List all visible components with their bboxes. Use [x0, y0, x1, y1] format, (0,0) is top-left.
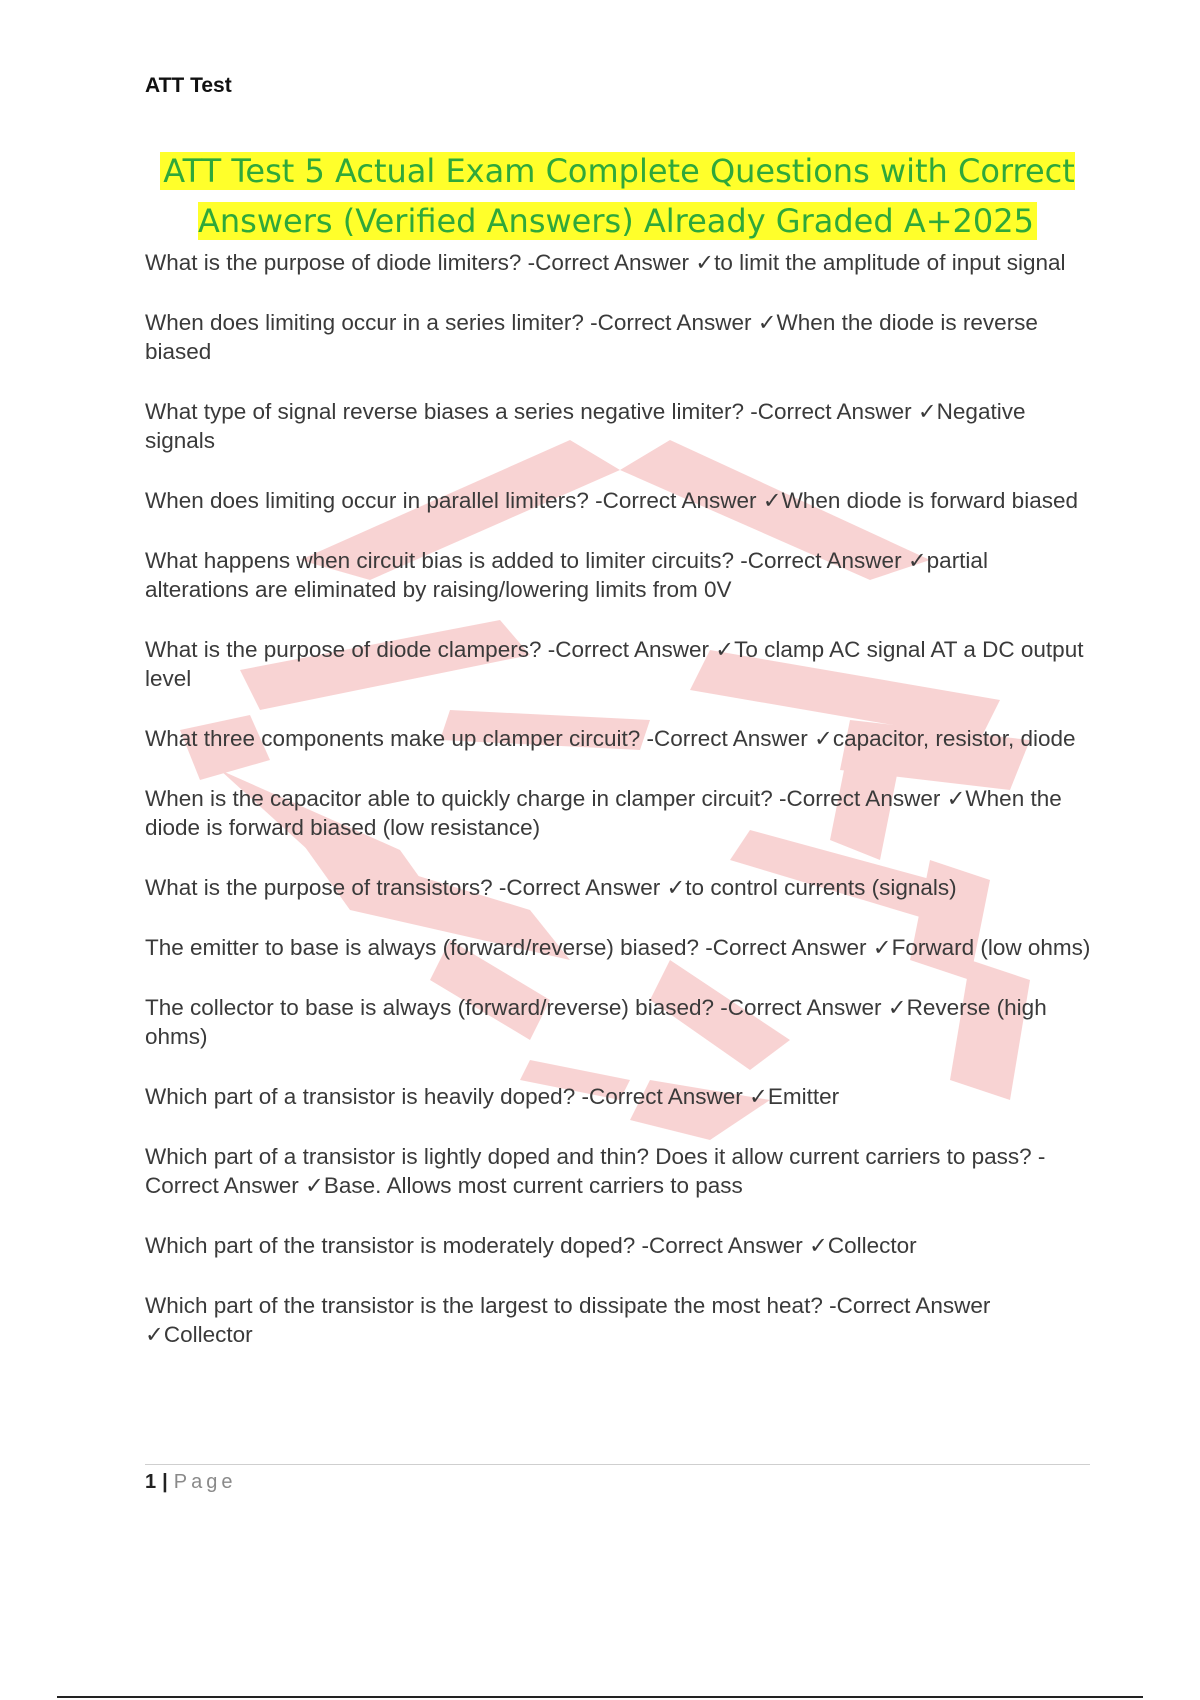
document-header-label: ATT Test: [145, 74, 232, 97]
page-word: Page: [173, 1471, 237, 1493]
qa-item: What is the purpose of transistors? -Correct Answer ✓to control currents (signals): [145, 875, 957, 900]
bottom-divider: [57, 1696, 1143, 1698]
qa-item: What is the purpose of diode limiters? -Correct Answer ✓to limit the amplitude of input signal: [145, 250, 1066, 275]
page-separator: |: [162, 1471, 168, 1493]
document-title: [145, 146, 1090, 246]
qa-item: When does limiting occur in parallel limiters? -Correct Answer ✓When diode is forward biased: [145, 488, 1078, 513]
page-footer: [145, 1471, 236, 1494]
qa-item: What type of signal reverse biases a series negative limiter? -Correct Answer ✓Negative signals: [145, 399, 1026, 453]
document-title-text: ATT Test 5 Actual Exam Complete Questions with Correct Answers (Verified Answers) Already Graded A+2025: [160, 152, 1075, 240]
qa-list: [145, 248, 1095, 1380]
qa-item: The emitter to base is always (forward/reverse) biased? -Correct Answer ✓Forward (low ohms): [145, 935, 1091, 960]
qa-item: Which part of a transistor is heavily doped? -Correct Answer ✓Emitter: [145, 1084, 840, 1109]
qa-item: Which part of the transistor is the largest to dissipate the most heat? -Correct Answer ✓Collector: [145, 1293, 991, 1347]
qa-item: When does limiting occur in a series limiter? -Correct Answer ✓When the diode is reverse biased: [145, 310, 1038, 364]
qa-item: What is the purpose of diode clampers? -Correct Answer ✓To clamp AC signal AT a DC output level: [145, 637, 1084, 691]
footer-divider: [145, 1464, 1090, 1465]
qa-item: Which part of a transistor is lightly doped and thin? Does it allow current carriers to pass? -Correct Answer ✓Base. Allows most current carriers to pass: [145, 1144, 1046, 1198]
qa-item: What happens when circuit bias is added to limiter circuits? -Correct Answer ✓partial alterations are eliminated by raising/lowering limits from 0V: [145, 548, 988, 602]
page-number: 1: [145, 1471, 157, 1493]
qa-item: When is the capacitor able to quickly charge in clamper circuit? -Correct Answer ✓When the diode is forward biased (low resistance): [145, 786, 1062, 840]
qa-item: What three components make up clamper circuit? -Correct Answer ✓capacitor, resistor, diode: [145, 726, 1076, 751]
qa-item: Which part of the transistor is moderately doped? -Correct Answer ✓Collector: [145, 1233, 917, 1258]
qa-item: The collector to base is always (forward/reverse) biased? -Correct Answer ✓Reverse (high ohms): [145, 995, 1047, 1049]
